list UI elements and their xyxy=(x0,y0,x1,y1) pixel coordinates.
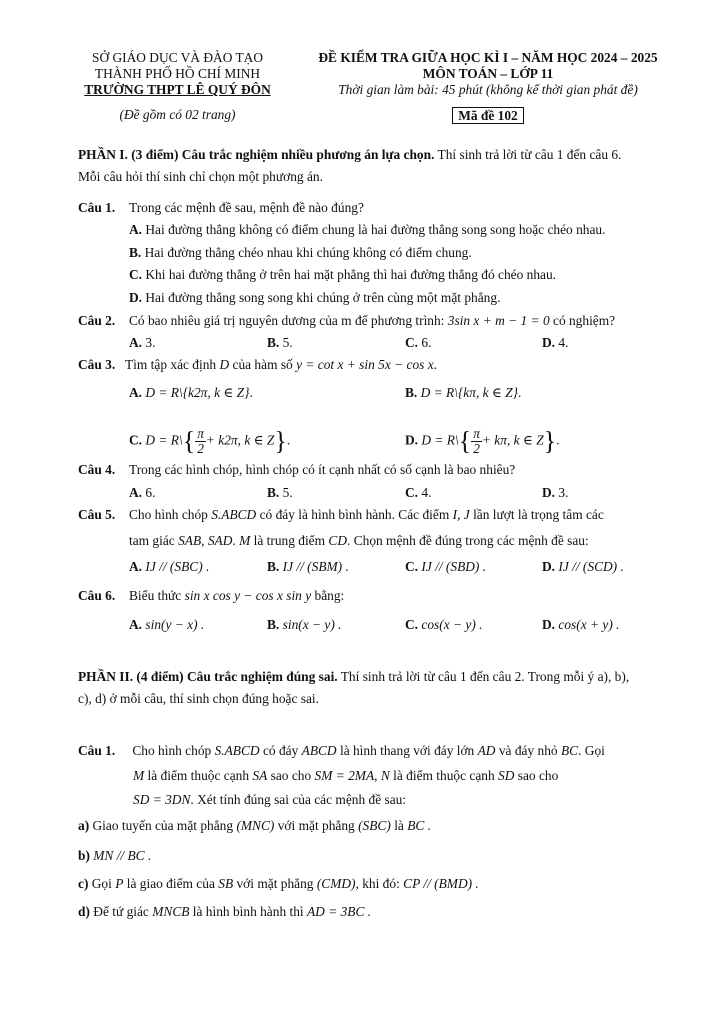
q1-option-b: B. Hai đường thẳng chéo nhau khi chúng không có điểm chung. xyxy=(129,245,472,260)
part1-instr2: Mỗi câu hỏi thí sinh chỉ chọn một phương án. xyxy=(78,169,323,184)
exam-code-box xyxy=(296,107,680,124)
p2-statement-a: a) Giao tuyến của mặt phẳng (MNC) với mặt phẳng (SBC) là BC . xyxy=(78,818,432,833)
exam-title: ĐỀ KIỂM TRA GIỮA HỌC KÌ I – NĂM HỌC 2024 – 2025 xyxy=(318,50,658,65)
question-label: Câu 3. xyxy=(78,357,116,372)
q5-option-c: C. IJ // (SBD) . xyxy=(405,559,487,574)
p2-question-1-line3: SD = 3DN. Xét tính đúng sai của các mệnh đề sau: xyxy=(133,792,407,807)
equation: 3sin x + m − 1 = 0 xyxy=(447,313,550,328)
q5-options xyxy=(129,556,689,578)
p2-statement-b: b) MN // BC . xyxy=(78,848,152,863)
part1-heading xyxy=(78,144,686,188)
q4-option-b: B. 5. xyxy=(267,485,293,500)
p1-question-4: Câu 4. Trong các hình chóp, hình chóp có ít cạnh nhất có số cạnh là bao nhiêu? xyxy=(78,460,686,480)
exam-time: Thời gian làm bài: 45 phút (không kể thời gian phát đề) xyxy=(338,82,638,97)
q1-option-c: C. Khi hai đường thẳng ở trên hai mặt phẳng thì hai đường thẳng đó chéo nhau. xyxy=(129,267,557,282)
q5-option-a: A. IJ // (SBC) . xyxy=(129,559,210,574)
p2-question-1-line2: M là điểm thuộc cạnh SA sao cho SM = 2MA, N là điểm thuộc cạnh SD sao cho xyxy=(133,768,559,783)
part1-title: PHẦN I. (3 điểm) Câu trắc nghiệm nhiều phương án lựa chọn. xyxy=(78,147,435,162)
q1-option-d: D. Hai đường thẳng song song khi chúng ở trên cùng một mặt phẳng. xyxy=(129,290,501,305)
question-text: Trong các mệnh đề sau, mệnh đề nào đúng? xyxy=(129,200,364,215)
q6-option-d: D. cos(x + y) . xyxy=(542,617,620,632)
part2-heading: PHẦN II. (4 điểm) Câu trắc nghiệm đúng sai. Thí sinh trả lời từ câu 1 đến câu 2. Trong mỗi ý a), b), c), d) ở mỗi câu, thí sinh chọn đúng hoặc sai. xyxy=(78,669,630,706)
q5-option-b: B. IJ // (SBM) . xyxy=(267,559,349,574)
p1-question-3: Câu 3. Tìm tập xác định D của hàm số y = cot x + sin 5x − cos x. xyxy=(78,355,686,375)
q4-option-d: D. 3. xyxy=(542,485,569,500)
q3-options-cd xyxy=(129,420,689,456)
question-label: Câu 5. xyxy=(78,507,116,522)
q3-option-c: C. D = R\{ $\frac{\pi}{2}$ + k2π, k ∈ Z}. xyxy=(129,426,291,456)
q6-option-c: C. cos(x − y) . xyxy=(405,617,483,632)
q2-option-b: B. 5. xyxy=(267,335,293,350)
q2-options xyxy=(129,332,689,354)
city-name: THÀNH PHỐ HỒ CHÍ MINH xyxy=(94,66,261,81)
q4-options xyxy=(129,482,689,504)
trig-expression: sin x cos y − cos x sin y xyxy=(184,588,312,603)
q3-options-ab xyxy=(129,382,689,404)
question-label: Câu 1. xyxy=(78,743,116,758)
school-name: TRƯỜNG THPT LÊ QUÝ ĐÔN xyxy=(84,82,271,97)
q3-option-a: A. D = R\{k2π, k ∈ Z}. xyxy=(129,385,253,400)
p1-question-1 xyxy=(78,198,686,218)
q1-option-a: A. Hai đường thẳng không có điểm chung là hai đường thẳng song song hoặc chéo nhau. xyxy=(129,222,606,237)
department-name: SỞ GIÁO DỤC VÀ ĐÀO TẠO xyxy=(92,50,263,65)
p1-question-2: Câu 2. Có bao nhiêu giá trị nguyên dương của m để phương trình: 3sin x + m − 1 = 0 có nghiệm? xyxy=(78,311,686,331)
question-label: Câu 6. xyxy=(78,588,116,603)
exam-subject: MÔN TOÁN – LỚP 11 xyxy=(422,66,554,81)
q4-option-a: A. 6. xyxy=(129,485,156,500)
question-label: Câu 1. xyxy=(78,200,116,215)
exam-code: Mã đề 102 xyxy=(452,107,524,124)
q3-option-b: B. D = R\{kπ, k ∈ Z}. xyxy=(405,385,522,400)
q6-options xyxy=(129,614,689,636)
q5-option-d: D. IJ // (SCD) . xyxy=(542,559,624,574)
exam-header xyxy=(0,50,725,130)
question-label: Câu 4. xyxy=(78,462,116,477)
p2-statement-d: d) Để tứ giác MNCB là hình bình hành thì AD = 3BC . xyxy=(78,904,372,919)
q2-option-c: C. 6. xyxy=(405,335,432,350)
p1-question-5-line2: tam giác SAB, SAD. M là trung điểm CD. Chọn mệnh đề đúng trong các mệnh đề sau: xyxy=(129,533,589,548)
q2-option-a: A. 3. xyxy=(129,335,156,350)
part1-instr1: Thí sinh trả lời từ câu 1 đến câu 6. xyxy=(434,147,622,162)
q4-option-c: C. 4. xyxy=(405,485,432,500)
function-expr: y = cot x + sin 5x − cos x xyxy=(296,357,434,372)
p2-statement-c: c) Gọi P là giao điểm của SB với mặt phẳng (CMD), khi đó: CP // (BMD) . xyxy=(78,876,479,891)
p1-question-5: Câu 5. Cho hình chóp S.ABCD có đáy là hình bình hành. Các điểm I, J lần lượt là trọng tâm các xyxy=(78,505,686,525)
question-label: Câu 2. xyxy=(78,313,116,328)
page-count-note: (Đề gồm có 02 trang) xyxy=(119,107,236,122)
q6-option-b: B. sin(x − y) . xyxy=(267,617,342,632)
p1-question-6: Câu 6. Biểu thức sin x cos y − cos x sin y bằng: xyxy=(78,586,686,606)
p2-question-1: Câu 1. Cho hình chóp S.ABCD có đáy ABCD là hình thang với đáy lớn AD và đáy nhỏ BC. Gọi xyxy=(78,741,686,761)
q6-option-a: A. sin(y − x) . xyxy=(129,617,205,632)
q2-option-d: D. 4. xyxy=(542,335,569,350)
q3-option-d: D. D = R\{ $\frac{\pi}{2}$ + kπ, k ∈ Z}. xyxy=(405,426,560,456)
part2-title: PHẦN II. (4 điểm) Câu trắc nghiệm đúng sai. xyxy=(78,669,338,684)
